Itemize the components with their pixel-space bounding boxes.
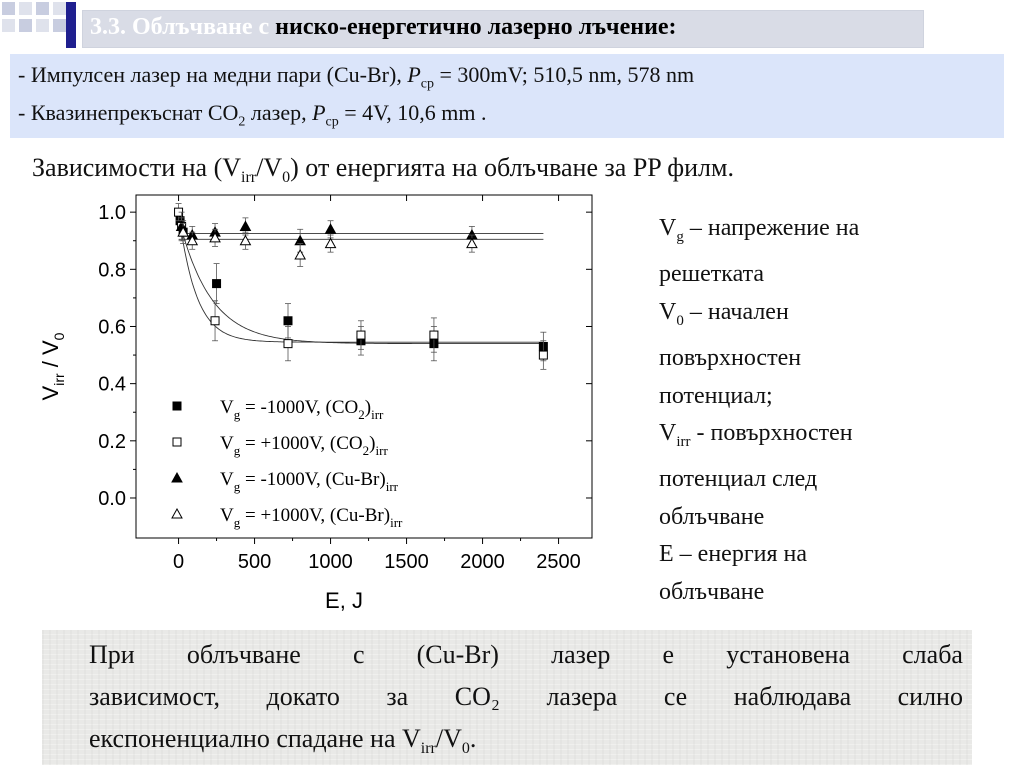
spec-line-cubr xyxy=(18,62,694,92)
legend-label-part: irr xyxy=(385,479,398,494)
definition-text: – енергия на xyxy=(673,541,808,568)
definition-text: решетката xyxy=(659,261,765,288)
x-tick-label: 1500 xyxy=(384,551,429,573)
definition-text: - повърхностен xyxy=(690,420,853,447)
y-tick-label: 0.4 xyxy=(98,373,126,396)
scatter-chart xyxy=(0,190,640,620)
legend-label-part: = +1000V, (Cu-Br) xyxy=(240,505,391,526)
spec-line-co2 xyxy=(18,100,486,130)
concl3-c: . xyxy=(469,724,477,753)
y-axis-label-part: / V xyxy=(38,340,63,374)
conclusion-word: силно xyxy=(897,682,963,711)
slide-title xyxy=(90,14,677,41)
x-tick-label: 500 xyxy=(237,551,272,573)
spec1-sub: ср xyxy=(420,76,435,92)
conclusion-word: установена xyxy=(726,640,851,669)
title-part2: ниско-енергетично лазерно лъчение: xyxy=(275,14,677,40)
legend-marker xyxy=(173,402,181,410)
title-bar xyxy=(82,10,924,48)
conclusion-word: лазера xyxy=(546,682,618,711)
laser-specs-box xyxy=(10,54,1004,138)
concl3-a: експоненциално спадане на V xyxy=(89,724,421,753)
legend-marker xyxy=(172,473,182,482)
x-axis-label: E, J xyxy=(325,588,363,613)
legend-label xyxy=(220,469,399,494)
spec2-mid: лазер, xyxy=(245,100,313,125)
legend-label-part: g xyxy=(233,479,241,494)
legend-label-part: irr xyxy=(371,407,384,422)
spec2-suffix: = 4V, 10,6 mm . xyxy=(338,100,487,125)
conclusion-word: При xyxy=(89,640,135,669)
y-axis-label-part: V xyxy=(38,385,63,401)
title-part1: 3.3. Облъчване с xyxy=(90,14,276,40)
y-tick-label: 0.6 xyxy=(98,316,126,339)
legend-label xyxy=(220,505,403,530)
definition-line xyxy=(659,378,999,416)
definition-line xyxy=(659,574,999,612)
data-point xyxy=(539,351,547,359)
definition-line xyxy=(659,294,999,340)
definition-line xyxy=(659,499,999,537)
conclusion-word: е xyxy=(662,640,675,669)
definition-text: облъчване xyxy=(659,578,765,605)
definition-subscript: 0 xyxy=(676,312,684,329)
data-point xyxy=(284,317,292,325)
legend-label-part: g xyxy=(233,407,241,422)
conclusion-box xyxy=(42,630,972,765)
conclusion-word: докато xyxy=(266,682,340,711)
concl3-sub2: 0 xyxy=(461,740,470,758)
x-tick-label: 2500 xyxy=(536,551,581,573)
spec1-p: P xyxy=(407,62,421,87)
legend-label-part: V xyxy=(220,397,234,418)
heading-sub1: irr xyxy=(241,169,257,187)
data-point xyxy=(211,317,219,325)
legend-label-part: 2 xyxy=(362,443,370,458)
legend-label-part: V xyxy=(220,505,234,526)
definition-symbol: E xyxy=(659,541,674,568)
definition-line xyxy=(659,256,999,294)
definition-text: – начален xyxy=(683,298,789,325)
definition-line xyxy=(659,210,999,256)
conclusion-word: слаба xyxy=(902,640,963,669)
concl3-b: /V xyxy=(435,724,462,753)
definition-subscript: irr xyxy=(676,433,691,450)
y-axis-label-part: 0 xyxy=(51,332,67,341)
legend-label xyxy=(220,433,388,458)
legend-label-part: = +1000V, (CO xyxy=(240,433,363,454)
definition-line xyxy=(659,536,999,574)
definition-text: – напрежение на xyxy=(683,215,860,241)
heading-b: /V xyxy=(256,153,283,182)
legend-label-part: = -1000V, (Cu-Br) xyxy=(240,469,386,490)
definition-text: облъчване xyxy=(659,503,765,530)
corner-decoration xyxy=(0,0,80,48)
conclusion-line3 xyxy=(89,724,963,758)
data-point xyxy=(240,236,250,245)
definition-line xyxy=(659,340,999,378)
data-point xyxy=(467,239,477,248)
definition-text: потенциал след xyxy=(659,466,818,493)
y-axis-label-part: irr xyxy=(51,373,67,386)
y-tick-label: 0.8 xyxy=(98,259,126,282)
conclusion-word: се xyxy=(663,682,688,711)
conclusion-word: наблюдава xyxy=(733,682,852,711)
legend-label-part: = -1000V, (CO xyxy=(240,397,359,418)
conclusion-word: с xyxy=(352,640,365,669)
legend-label-part: irr xyxy=(375,443,388,458)
data-point xyxy=(357,331,365,339)
legend-marker xyxy=(172,509,182,518)
legend-label-part: V xyxy=(220,469,234,490)
x-tick-label: 1000 xyxy=(308,551,353,573)
x-tick-label: 2000 xyxy=(460,551,505,573)
legend-label-part: ) xyxy=(364,397,372,418)
data-point xyxy=(326,224,336,233)
conclusion-word: лазер xyxy=(551,640,611,669)
definitions-list xyxy=(659,210,999,611)
spec2-sub: ср xyxy=(325,114,339,130)
data-point xyxy=(240,221,250,230)
data-point xyxy=(213,280,221,288)
conclusion-word: CO₂ xyxy=(454,682,500,711)
x-tick-label: 0 xyxy=(172,551,185,573)
y-tick-label: 1.0 xyxy=(98,202,126,225)
legend-label-part: V xyxy=(220,433,234,454)
legend-marker xyxy=(173,438,181,446)
conclusion-word: (Cu-Br) xyxy=(416,640,499,669)
legend-label xyxy=(220,397,384,422)
concl3-sub1: irr xyxy=(420,740,436,758)
y-tick-label: 0.0 xyxy=(98,487,126,510)
conclusion-word: зависимост, xyxy=(89,682,221,711)
data-point xyxy=(295,250,305,259)
spec2-p: P xyxy=(312,100,326,125)
conclusion-word: облъчване xyxy=(186,640,301,669)
heading-c: ) от енергията на облъчване за PP филм. xyxy=(290,153,734,182)
spec2-prefix: - Квазинепрекъснат CO xyxy=(18,100,239,125)
definition-line xyxy=(659,461,999,499)
definition-symbol: V xyxy=(659,420,677,447)
legend-label-part: irr xyxy=(390,515,403,530)
legend-label-part: 2 xyxy=(358,407,365,422)
definition-subscript: g xyxy=(676,228,684,245)
chart-heading xyxy=(32,153,734,187)
data-point xyxy=(284,340,292,348)
heading-sub2: 0 xyxy=(282,169,291,187)
heading-a: Зависимости на (V xyxy=(32,153,242,182)
spec1-prefix: - Импулсен лазер на медни пари (Cu-Br), xyxy=(18,62,408,87)
definition-text: повърхностен xyxy=(659,345,802,372)
conclusion-line1 xyxy=(89,640,963,670)
legend-label-part: g xyxy=(233,515,241,530)
y-tick-label: 0.2 xyxy=(98,430,126,453)
legend-label-part: g xyxy=(233,443,241,458)
definition-symbol: V xyxy=(659,298,677,325)
spec1-suffix: = 300mV; 510,5 nm, 578 nm xyxy=(434,62,695,87)
legend-label-part: ) xyxy=(369,433,376,454)
data-point xyxy=(430,331,438,339)
spec2-co2-sub: 2 xyxy=(238,114,246,130)
definition-text: потенциал; xyxy=(659,382,773,409)
conclusion-word: за xyxy=(386,682,409,711)
definition-symbol: V xyxy=(659,215,677,241)
definition-line xyxy=(659,415,999,461)
data-point xyxy=(326,239,336,248)
conclusion-line2 xyxy=(89,682,963,712)
y-axis-label xyxy=(38,332,67,400)
